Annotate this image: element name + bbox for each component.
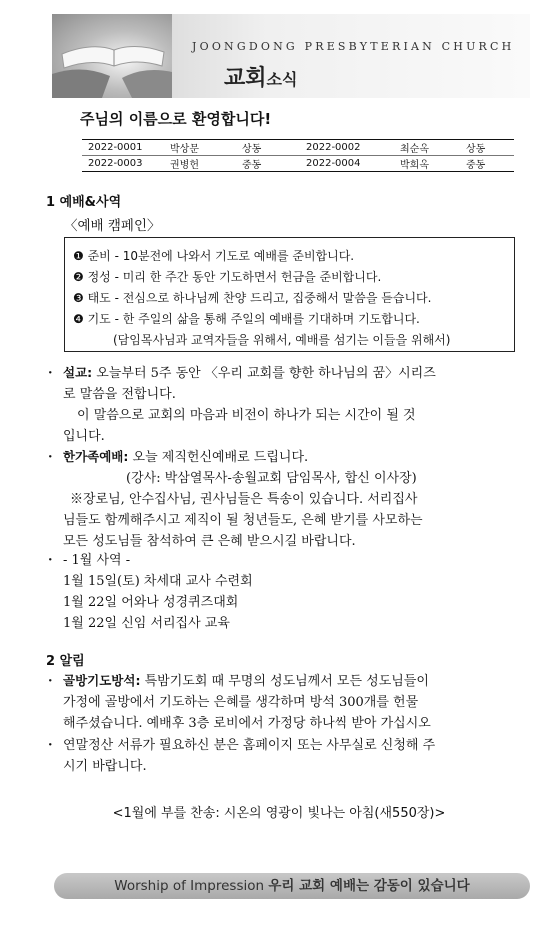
section-heading-notice: 2 알림: [46, 654, 85, 669]
tax-settlement-text: 연말정산 서류가 필요하신 분은 홈페이지 또는 사무실로 신청해 주: [63, 738, 436, 753]
member-id: 2022-0002: [306, 140, 400, 156]
member-area: 중동: [242, 160, 262, 171]
footer-korean: 우리 교회 예배는 감동이 있습니다: [268, 878, 470, 894]
prayer-cushion-label: 골방기도방석:: [63, 673, 141, 688]
sermon-text: 이 말씀으로 교회의 마음과 비전이 하나가 되는 시간이 될 것: [77, 408, 416, 423]
footer-english: Worship of Impression: [114, 878, 265, 894]
member-name: 박상문: [170, 140, 242, 156]
campaign-note: (담임목사님과 교역자들을 위해서, 예배를 섬기는 이들을 위해서): [113, 333, 451, 347]
family-worship-text: 님들도 함께해주시고 제직이 될 청년들도, 은혜 받기를 사모하는: [63, 513, 423, 528]
header-banner: [52, 14, 530, 98]
footer-banner: [54, 873, 530, 899]
january-heading: - 1월 사역 -: [63, 553, 131, 568]
newsletter-title: [224, 61, 297, 92]
family-worship-text: 오늘 제직헌신예배로 드립니다.: [132, 450, 309, 465]
sermon-text: 오늘부터 5주 동안 〈우리 교회를 향한 하나님의 꿈〉시리즈: [96, 366, 436, 381]
sermon-text: 입니다.: [63, 429, 105, 444]
table-row: [82, 156, 514, 172]
member-name: 최순옥: [400, 140, 466, 156]
church-name: JOONGDONG PRESBYTERIAN CHURCH: [192, 40, 515, 53]
member-area: 상동: [466, 140, 514, 156]
hymn-of-month: <1월에 부를 찬송: 시온의 영광이 빛나는 아침(새550장)>: [112, 806, 446, 821]
campaign-title: 〈예배 캠페인〉: [64, 218, 161, 234]
member-id: 2022-0001: [82, 140, 170, 156]
member-id: 2022-0003: [88, 158, 143, 169]
bullet-icon: ·: [48, 674, 53, 689]
tax-settlement-notice: [48, 735, 518, 777]
welcome-message: 주님의 이름으로 환영합니다!: [80, 110, 272, 128]
sermon-notice: [48, 362, 518, 447]
bullet-icon: ·: [48, 366, 53, 381]
prayer-cushion-text: 가정에 골방에서 기도하는 은혜를 생각하며 방석 300개를 헌물: [63, 695, 419, 710]
campaign-item: ❹ 기도 - 한 주일의 삶을 통해 주일의 예배를 기대하며 기도합니다.: [73, 312, 420, 326]
prayer-cushion-text: 특밤기도회 때 무명의 성도님께서 모든 성도님들이: [144, 674, 429, 689]
member-name: 박희옥: [400, 160, 429, 171]
newsletter-title-sub: 소식: [266, 70, 298, 89]
campaign-box: [64, 237, 515, 352]
january-ministry: [48, 550, 518, 634]
member-name: 권병헌: [170, 160, 199, 171]
campaign-item: ❶ 준비 - 10분전에 나와서 기도로 예배를 준비합니다.: [73, 249, 355, 263]
family-worship-notice: [48, 446, 518, 552]
bullet-icon: ·: [48, 553, 53, 568]
family-worship-label: 한가족예배:: [63, 449, 129, 464]
tax-settlement-text: 시기 바랍니다.: [63, 759, 147, 774]
sermon-label: 설교:: [63, 365, 93, 380]
family-worship-text: 모든 성도님들 참석하여 큰 은혜 받으시길 바랍니다.: [63, 534, 356, 549]
family-worship-text: ※장로님, 안수집사님, 권사님들은 특송이 있습니다. 서리집사: [70, 492, 418, 507]
bullet-icon: ·: [48, 450, 53, 465]
list-item: 1월 15일(토) 차세대 교사 수련회: [63, 574, 253, 589]
sermon-text: 로 말씀을 전합니다.: [63, 387, 176, 402]
list-item: 1월 22일 어와나 성경퀴즈대회: [63, 595, 239, 610]
member-area: 상동: [242, 140, 306, 156]
bullet-icon: ·: [48, 738, 53, 753]
list-item: 1월 22일 신임 서리집사 교육: [63, 616, 230, 631]
member-area: 중동: [466, 160, 486, 171]
campaign-item: ❸ 태도 - 전심으로 하나님께 찬양 드리고, 집중해서 말씀을 듣습니다.: [73, 291, 432, 305]
new-members-table: [82, 139, 514, 172]
newsletter-title-main: 교회: [224, 66, 267, 91]
prayer-cushion-text: 해주셨습니다. 예배후 3층 로비에서 가정당 하나씩 받아 가십시오: [63, 716, 431, 731]
family-worship-text: (강사: 박삼열목사-송월교회 담임목사, 합신 이사장): [126, 471, 417, 486]
table-row: [82, 140, 514, 156]
bible-hands-image: [52, 14, 172, 98]
campaign-item: ❷ 정성 - 미리 한 주간 동안 기도하면서 헌금을 준비합니다.: [73, 270, 382, 284]
member-id: 2022-0004: [306, 158, 361, 169]
prayer-cushion-notice: [48, 670, 518, 734]
section-heading-worship: 1 예배&사역: [46, 195, 122, 210]
